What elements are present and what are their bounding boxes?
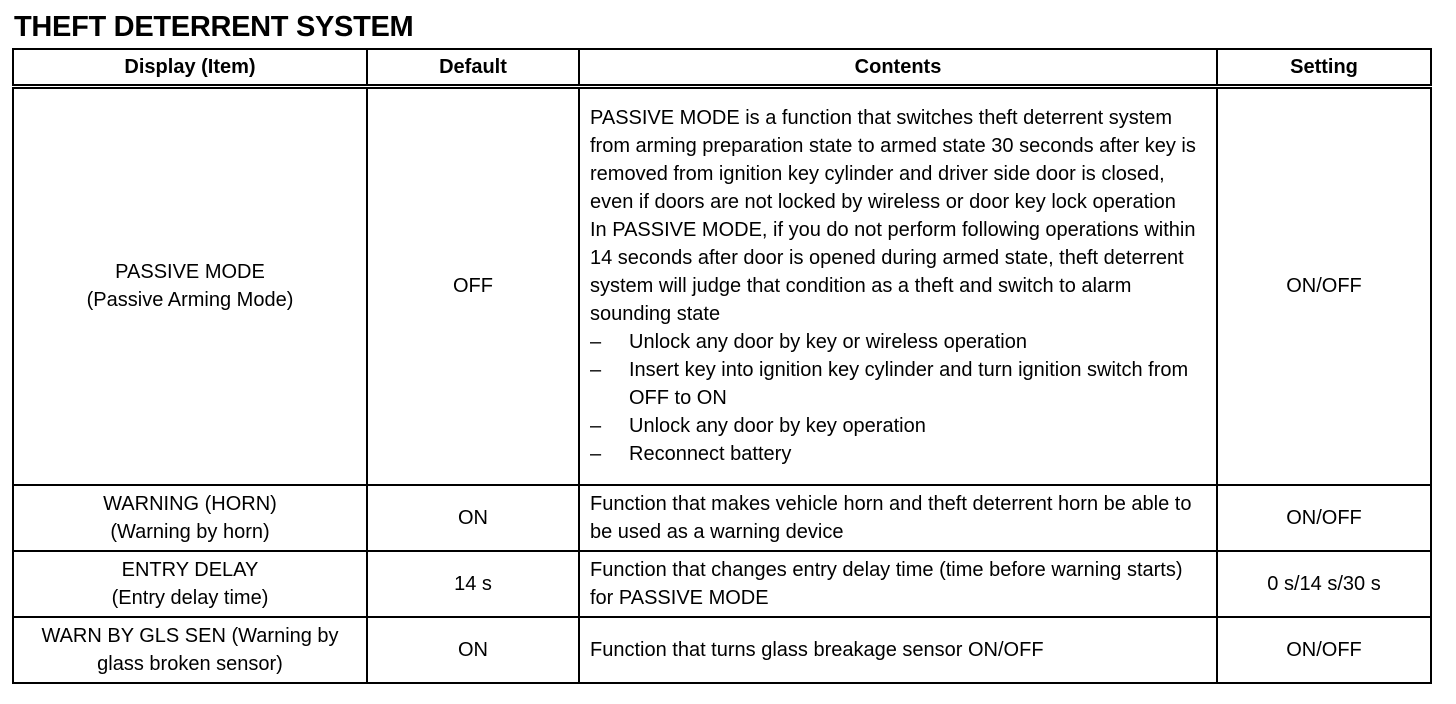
header-row — [13, 49, 1431, 87]
item-cell — [13, 485, 367, 551]
table-row — [13, 617, 1431, 683]
operation-text: Unlock any door by key or wireless operation — [629, 331, 1027, 354]
contents-paragraph: PASSIVE MODE is a function that switches theft deterrent system from arming preparation state to armed state 30 seconds after key is removed from ignition key cylinder and driver side door is closed, even if doors are not locked by wireless or door key lock operation — [590, 107, 1196, 214]
table-body — [13, 87, 1431, 683]
contents-paragraph: In PASSIVE MODE, if you do not perform following operations within 14 seconds after door is opened during armed state, theft deterrent system will judge that condition as a theft and switch to alarm sounding state — [590, 219, 1196, 326]
table-header — [13, 49, 1431, 87]
operation-text: Insert key into ignition key cylinder and turn ignition switch from OFF to ON — [629, 359, 1189, 410]
operations-list — [590, 328, 1206, 468]
item-cell — [13, 551, 367, 617]
list-item — [590, 412, 1206, 440]
item-description: (Passive Arming Mode) — [86, 289, 294, 312]
dash-bullet: – — [590, 359, 602, 382]
header-display-item: Display (Item) — [13, 49, 367, 87]
item-description: (Entry delay time) — [111, 586, 269, 609]
contents-cell: Function that changes entry delay time (time before warning starts) for PASSIVE MODE — [579, 551, 1217, 617]
contents-cell — [579, 87, 1217, 485]
setting-cell: ON/OFF — [1217, 617, 1431, 683]
customize-table — [12, 48, 1432, 684]
item-cell: WARN BY GLS SEN (Warning by glass broken sensor) — [13, 617, 367, 683]
item-name: PASSIVE MODE — [115, 261, 265, 284]
contents-cell: Function that makes vehicle horn and theft deterrent horn be able to be used as a warning device — [579, 485, 1217, 551]
contents-cell: Function that turns glass breakage sensor ON/OFF — [579, 617, 1217, 683]
list-item — [590, 328, 1206, 356]
setting-cell: 0 s/14 s/30 s — [1217, 551, 1431, 617]
item-description: (Warning by horn) — [110, 520, 270, 543]
header-default: Default — [367, 49, 579, 87]
table-row — [13, 551, 1431, 617]
list-item — [590, 440, 1206, 468]
operation-text: Unlock any door by key operation — [629, 415, 926, 438]
operation-text: Reconnect battery — [629, 443, 792, 466]
page-title: THEFT DETERRENT SYSTEM — [14, 11, 414, 43]
dash-bullet: – — [590, 415, 602, 438]
default-cell: 14 s — [367, 551, 579, 617]
dash-bullet: – — [590, 443, 602, 466]
dash-bullet: – — [590, 331, 602, 354]
header-contents: Contents — [579, 49, 1217, 87]
setting-cell: ON/OFF — [1217, 87, 1431, 485]
default-cell: OFF — [367, 87, 579, 485]
setting-cell: ON/OFF — [1217, 485, 1431, 551]
item-name: WARNING (HORN) — [103, 492, 277, 515]
header-setting: Setting — [1217, 49, 1431, 87]
list-item — [590, 356, 1206, 412]
default-cell: ON — [367, 485, 579, 551]
item-cell — [13, 87, 367, 485]
item-name: ENTRY DELAY — [121, 558, 259, 581]
default-cell: ON — [367, 617, 579, 683]
table-row — [13, 87, 1431, 485]
table-row — [13, 485, 1431, 551]
